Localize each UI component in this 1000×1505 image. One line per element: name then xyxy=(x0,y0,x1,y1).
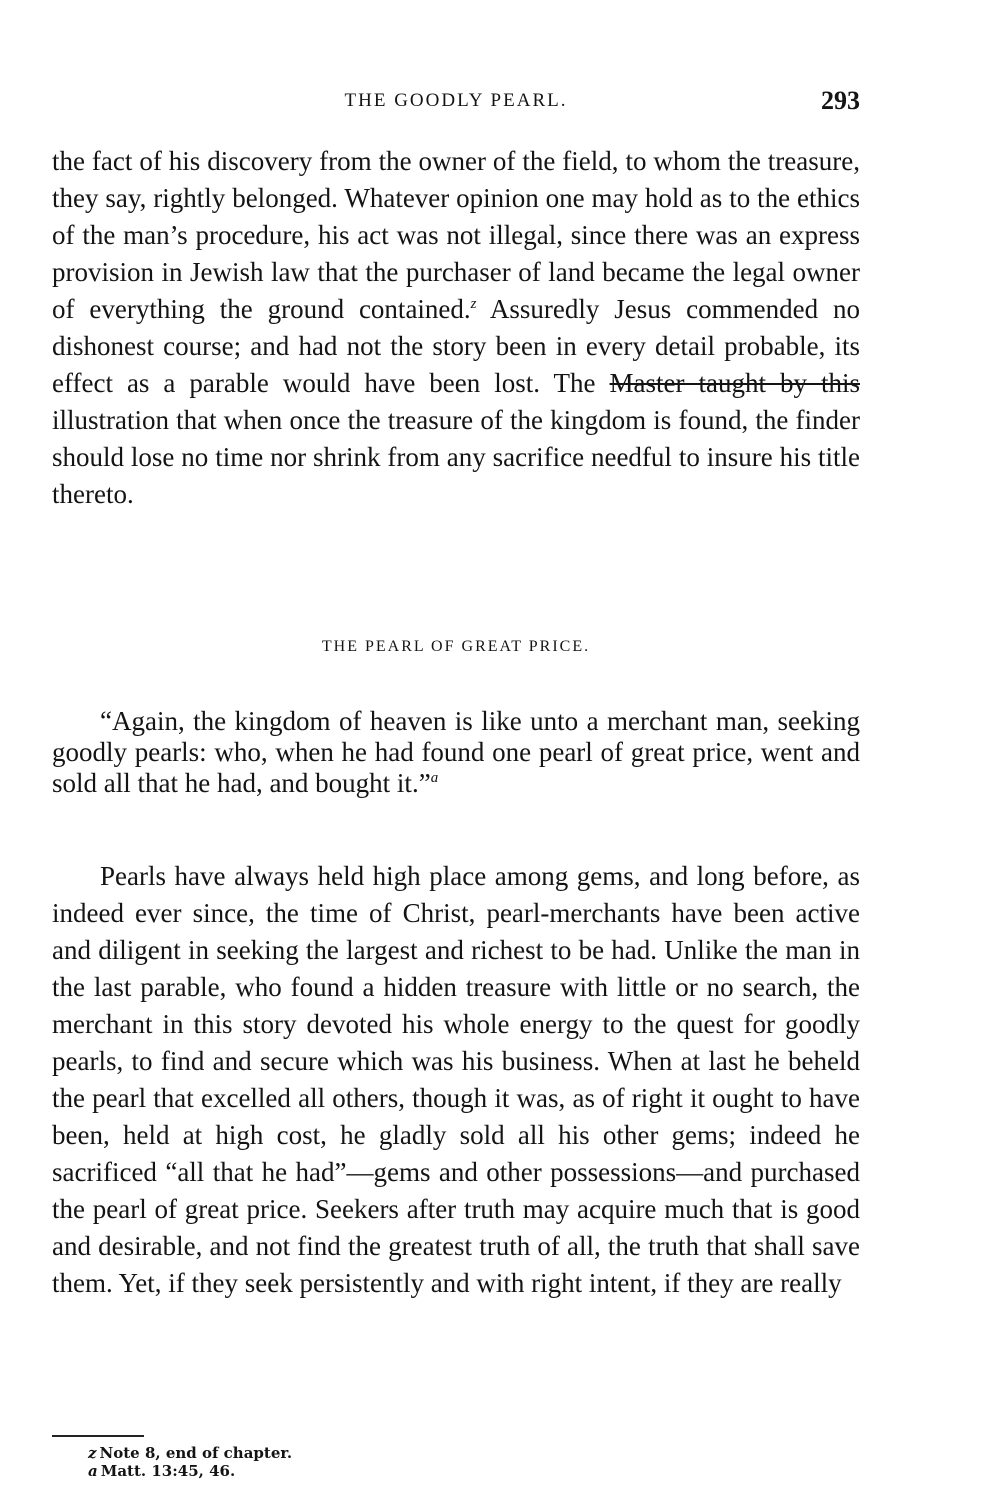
section-heading: THE PEARL OF GREAT PRICE. xyxy=(321,638,591,655)
footnote-divider xyxy=(52,1435,144,1437)
footnote xyxy=(88,1444,292,1462)
footnote-reference: z xyxy=(470,296,477,312)
scripture-quote xyxy=(52,706,860,799)
quote-text: “Again, the kingdom of heaven is like unto a merchant man, seeking goodly pearls: who, when he had found one pearl of great price, went and sold all that he had, and bought it.” xyxy=(52,706,860,798)
paragraph-text: Assuredly Jesus commended no dishonest course; and had not the story been in every detail probable, its effect as a parable would have been lost. The xyxy=(52,294,860,398)
paragraph-text: Pearls have always held high place among gems, and long before, as indeed ever since, the time of Christ, pearl-merchants have been active and diligent in seeking the largest and richest to be had. Unlike the man in the last parable, who found a hidden treasure with little or no search, the merchant in this story devoted his whole energy to the quest for goodly pearls, to find and secure which was his business. When at last he beheld the pearl that excelled all others, though it was, as of right it ought to have been, held at high cost, he gladly sold all his other gems; indeed he sacrificed “all that he had”—gems and other possessions—and purchased the pearl of great price. Seekers after truth may acquire much that is good and desirable, and not find the greatest truth of all, the truth that shall save them. Yet, if they seek persistently and with right intent, if they are really xyxy=(52,861,860,1298)
footnote-reference: a xyxy=(430,770,439,786)
struck-through-text: Master taught by this xyxy=(609,368,860,398)
footnotes xyxy=(88,1444,292,1480)
body-paragraph-2 xyxy=(52,858,860,1302)
footnote xyxy=(88,1462,292,1480)
body-paragraph-1 xyxy=(52,143,860,513)
running-title: THE GOODLY PEARL. xyxy=(344,90,568,111)
page-number: 293 xyxy=(821,86,860,115)
footnote-mark: z xyxy=(88,1444,97,1462)
footnote-mark: a xyxy=(88,1462,98,1480)
paragraph-text: illustration that when once the treasure of the kingdom is found, the finder should lose no time nor shrink from any sacrifice needful to insure his title thereto. xyxy=(52,405,860,509)
page-header xyxy=(52,86,860,122)
footnote-text: Matt. 13:45, 46. xyxy=(100,1462,236,1480)
paragraph-text: the fact of his discovery from the owner of the field, to whom the treasure, they say, rightly belonged. Whatever opinion one may hold as to the ethics of the man’s procedure, his act was not illegal, since there was an express provision in Jewish law that the purchaser of land became the legal owner of everything the ground contained. xyxy=(52,146,860,324)
footnote-text: Note 8, end of chapter. xyxy=(99,1444,293,1462)
